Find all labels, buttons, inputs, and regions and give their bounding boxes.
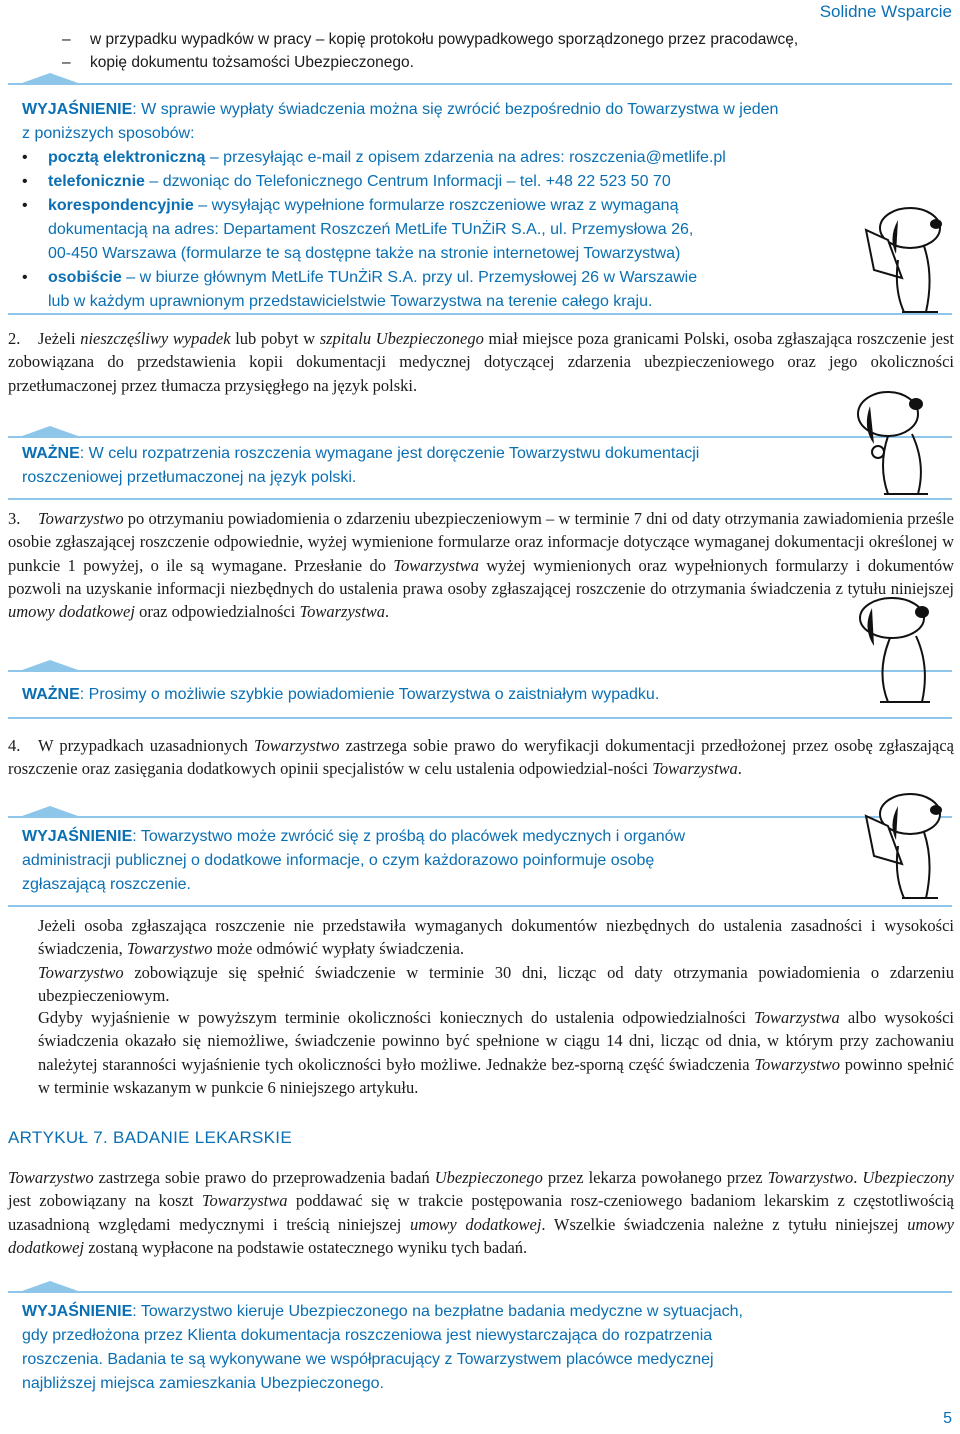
explanation-box: WYJAŚNIENIE: Towarzystwo kieruje Ubezpieczonego na bezpłatne badania medyczne w sytuacjach, gdy przedłożona przez Klienta dokumentacja roszczeniowa jest niewystarczająca do rozpatrzenia roszczenia. Badania te są wykonywane we współpracujący z Towarzystwem placówce medycznej najbliższej miejsca zamieszkania Ubezpieczonego.	[22, 1303, 743, 1392]
box-tab	[22, 806, 78, 816]
box-tab	[22, 1281, 78, 1291]
box-tab	[22, 660, 78, 670]
box-rule	[8, 313, 952, 315]
box-rule	[8, 670, 952, 672]
paragraph-2: 2. Jeżeli nieszczęśliwy wypadek lub pobyt w szpitalu Ubezpieczonego miał miejsce poza granicami Polski, osoba zgłaszająca roszczenie jest zobowiązana do przedstawienia kopii dokumentacji medycznej dotyczącej zdarzenia ubezpieczeniowego oraz jego okoliczności przetłumaczonej przez tłumacza przysięgłego na język polski.	[8, 329, 954, 395]
snoopy-thinking-illustration	[848, 384, 948, 502]
important-box: WAŻNE: Prosimy o możliwie szybkie powiadomienie Towarzystwa o zaistniałym wypadku.	[22, 686, 660, 703]
box-rule	[8, 83, 952, 85]
snoopy-reading-illustration	[858, 200, 953, 318]
paragraph-3: 3. Towarzystwo po otrzymaniu powiadomienia o zdarzeniu ubezpieczeniowym – w terminie 7 dni od daty otrzymania zawiadomienia prześle osobie zgłaszającej roszczenie odpowiednie, wyżej wymienione formularze oraz informacje dotyczące wymaganej dokumentacji określonej w punkcie 1 powyżej, o ile są wymagane. Przesłanie do Towarzystwa wyżej wymienionych oraz wypełnionych formularzy i dokumentów pozwoli na uzyskanie informacji niezbędnych do ustalenia prawa osoby zgłaszającej roszczenie do otrzymania świadczenia z tytułu niniejszej umowy dodatkowej oraz odpowiedzialności Towarzystwa.	[8, 509, 954, 622]
box-rule	[8, 905, 952, 907]
paragraph-5: Jeżeli osoba zgłaszająca roszczenie nie przedstawiła wymaganych dokumentów niezbędnych do ustalenia zasadności i wysokości świadczenia, Towarzystwo może odmówić wypłaty świadczenia.	[38, 916, 954, 959]
box-rule	[8, 1291, 952, 1293]
box-tab	[22, 426, 78, 436]
important-box: WAŻNE: W celu rozpatrzenia roszczenia wymagane jest doręczenie Towarzystwu dokumentacji roszczeniowej przetłumaczonej na język polski.	[22, 445, 700, 486]
box-rule	[8, 717, 952, 719]
article-heading: ARTYKUŁ 7. BADANIE LEKARSKIE	[8, 1128, 292, 1147]
box-rule	[8, 816, 952, 818]
paragraph-6: Towarzystwo zobowiązuje się spełnić świadczenie w terminie 30 dni, licząc od daty otrzymania powiadomienia o zdarzeniu ubezpieczeniowym.	[38, 963, 954, 1006]
paragraph-7: Gdyby wyjaśnienie w powyższym terminie okoliczności koniecznych do ustalenia odpowiedzialności Towarzystwa albo wysokości świadczenia okazało się niemożliwe, świadczenie powinno być spełnione w ciągu 14 dni, licząc od dnia, w którym przy zachowaniu należytej staranności wyjaśnienie tych okoliczności było możliwe. Jednakże bez-sporną część świadczenia Towarzystwo powinno spełnić w terminie wskazanym w punkcie 6 niniejszego artykułu.	[38, 1008, 955, 1097]
explanation-box: WYJAŚNIENIE: Towarzystwo może zwrócić się z prośbą do placówek medycznych i organów administracji publicznej o dodatkowe informacje, o czym każdorazowo poinformuje osobę zgłaszającą roszczenie.	[22, 828, 686, 893]
paragraph-4: 4. W przypadkach uzasadnionych Towarzystwo zastrzega sobie prawo do weryfikacji dokumentacji przedłożonej przez osobę zgłaszającą roszczenie oraz zasięgania dodatkowych opinii specjalistów w celu ustalenia odpowiedzial-ności Towarzystwa.	[8, 736, 954, 779]
box-rule	[8, 498, 952, 500]
list-item: – kopię dokumentu tożsamości Ubezpieczonego.	[62, 54, 414, 71]
section-title: Solidne Wsparcie	[819, 2, 952, 21]
box-rule	[8, 436, 952, 438]
snoopy-reading-illustration	[858, 786, 953, 904]
list-item: – w przypadku wypadków w pracy – kopię protokołu powypadkowego sporządzonego przez pracodawcę,	[62, 31, 799, 48]
article-7-body: Towarzystwo zastrzega sobie prawo do przeprowadzenia badań Ubezpieczonego przez lekarza powołanego przez Towarzystwo. Ubezpieczony jest zobowiązany na koszt Towarzystwa poddawać się w trakcie postępowania rosz-czeniowego badaniom lekarskim z częstotliwością uzasadnioną względami medycznymi i treścią niniejszej umowy dodatkowej. Wszelkie świadczenia należne z tytułu niniejszej umowy dodatkowej zostaną wypłacone na podstawie ostatecznego wyniku tych badań.	[8, 1168, 954, 1257]
snoopy-sitting-illustration	[850, 590, 950, 710]
box-tab	[22, 73, 78, 83]
explanation-box: WYJAŚNIENIE: W sprawie wypłaty świadczenia można się zwrócić bezpośrednio do Towarzystwa w jeden z poniższych sposobów: • pocztą elektroniczną – przesyłając e-mail z opisem zdarzenia na adres: roszczenia@metlife.pl • telefonicznie – dzwoniąc do Telefonicznego Centrum Informacji – tel. +48 22 523 50 70 • korespondencyjnie – wysyłając wypełnione formularze roszczeniowe wraz z wymaganą dokumentacją na adres: Departament Roszczeń MetLife TUnŻiR S.A., ul. Przemysłowa 26, 00-450 Warszawa (formularze te są dostępne także na stronie internetowej Towarzystwa) • osobiście – w biurze głównym MetLife TUnŻiR S.A. przy ul. Przemysłowej 26 w Warszawie lub w każdym uprawnionym przedstawicielstwie Towarzystwa na terenie całego kraju.	[22, 101, 779, 310]
page-number: 5	[943, 1410, 952, 1427]
